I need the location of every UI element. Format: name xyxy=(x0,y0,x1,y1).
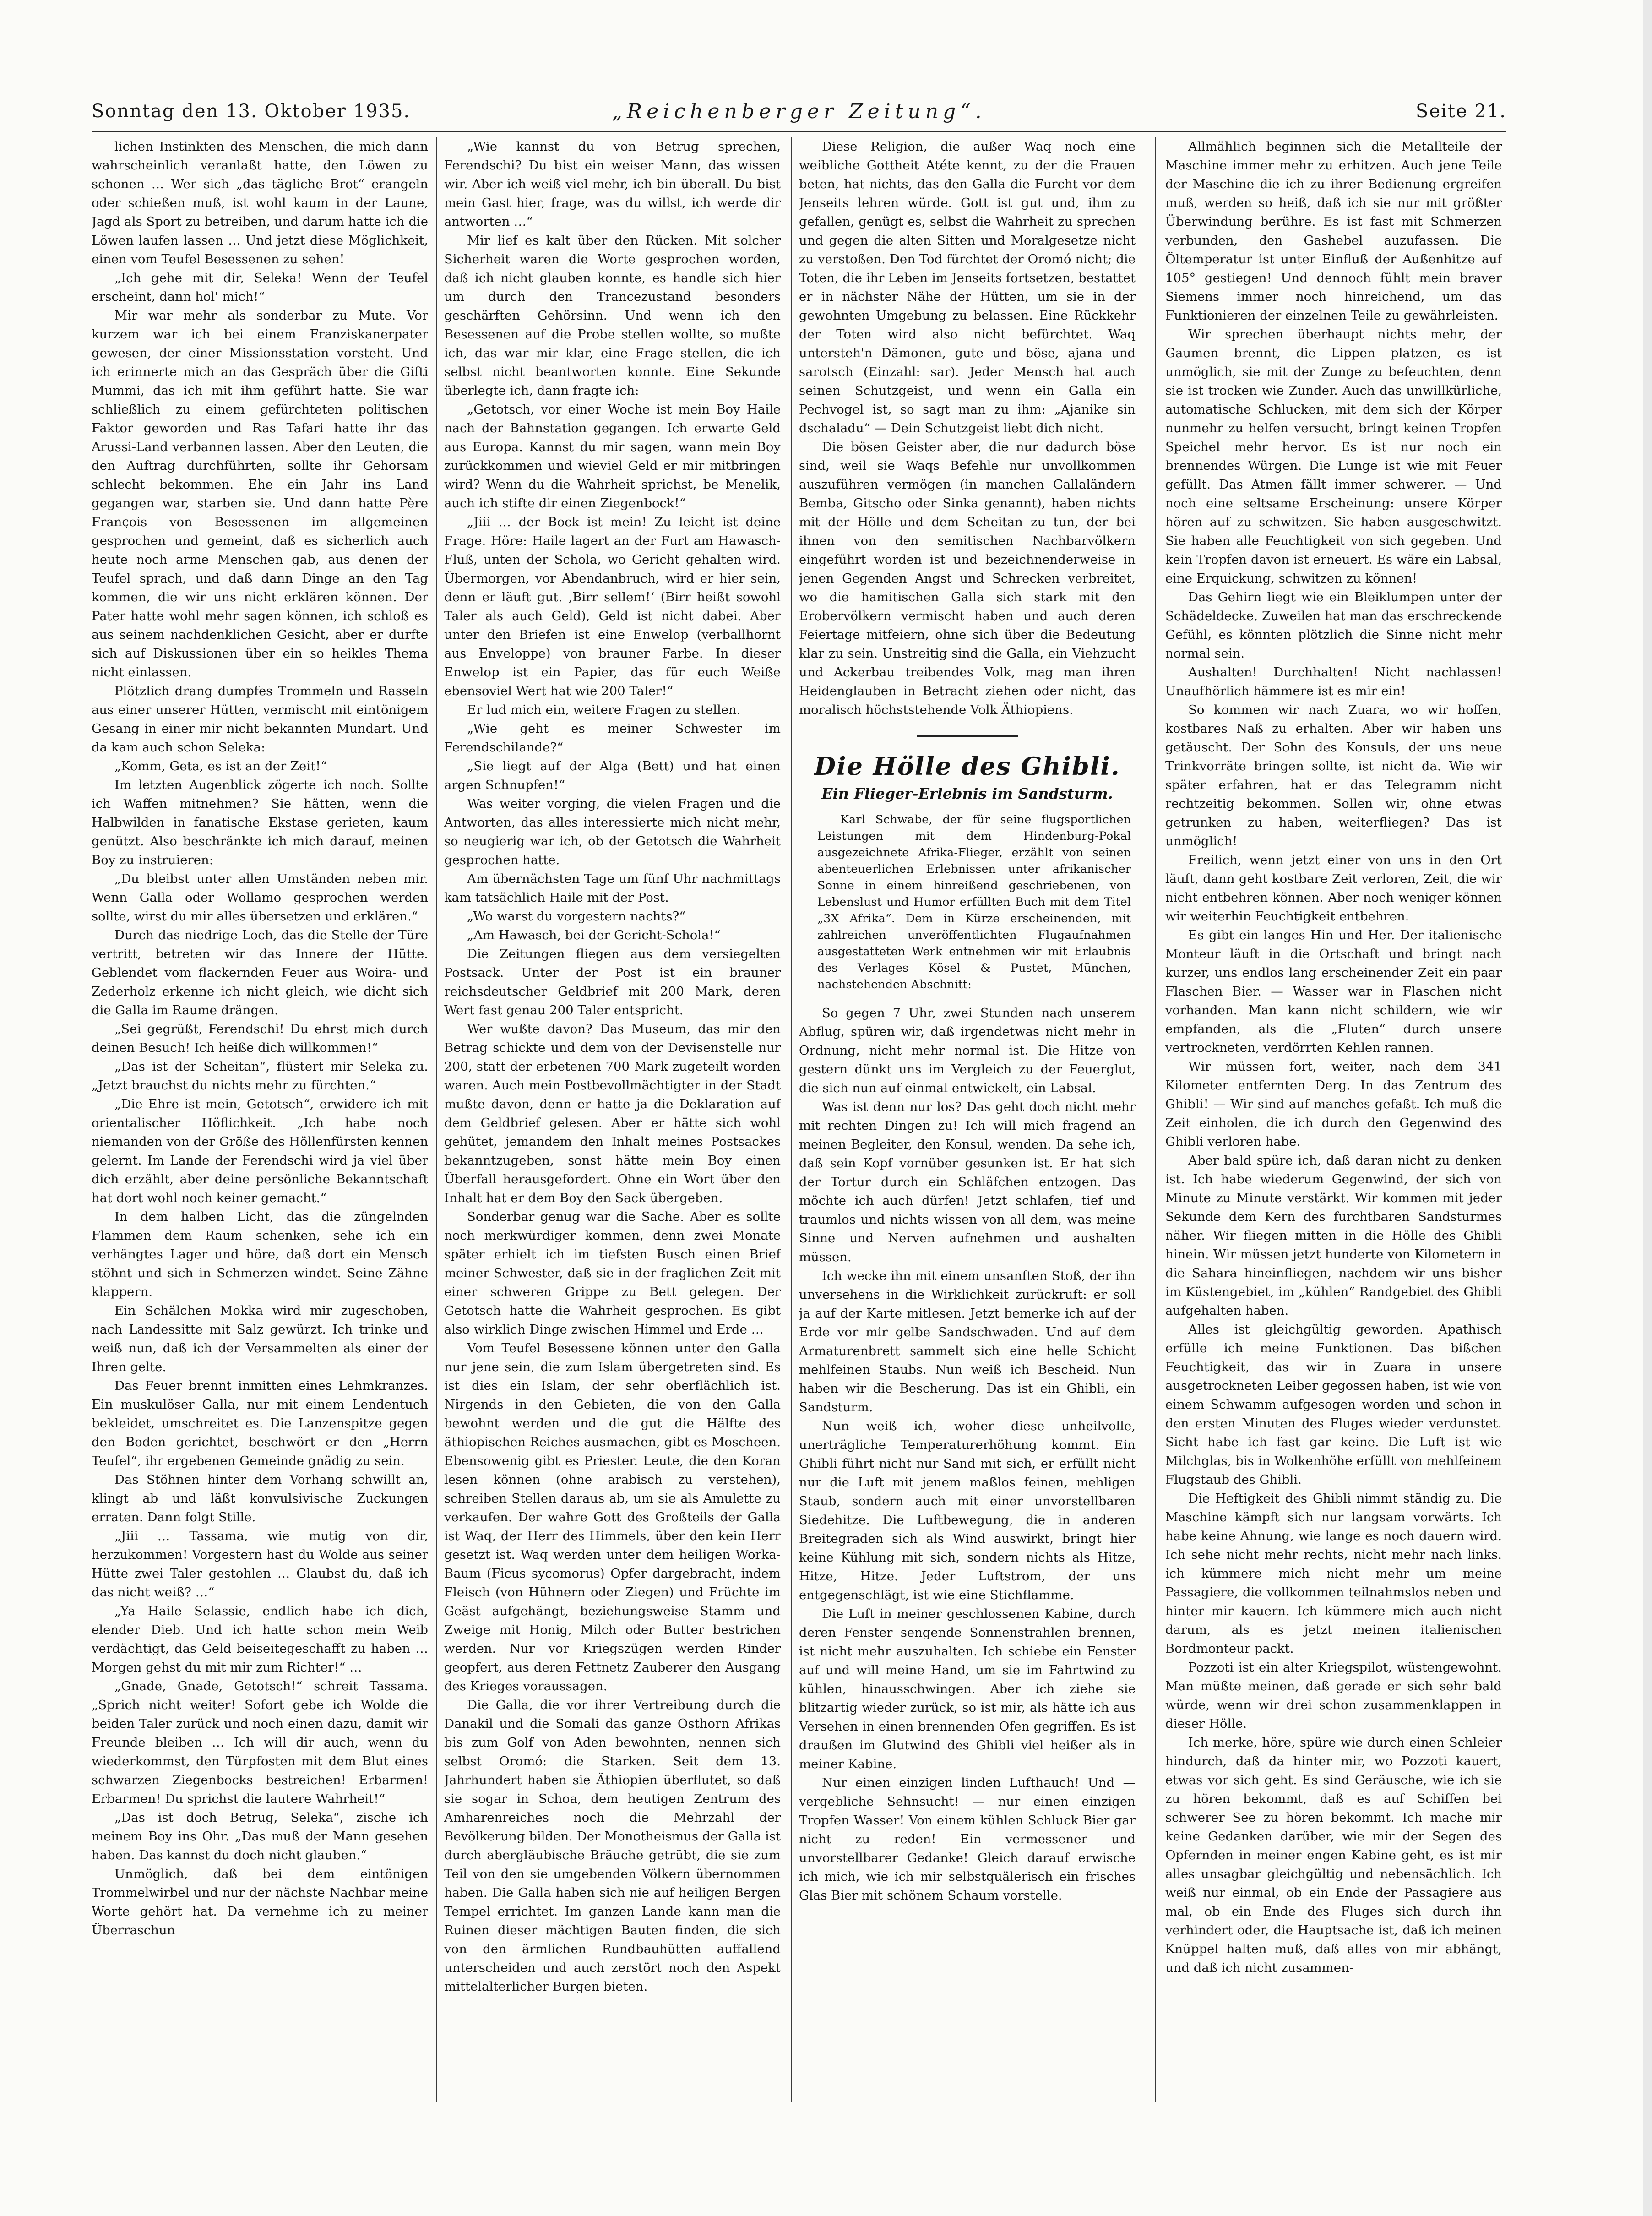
paragraph: Das Gehirn liegt wie ein Bleiklumpen unter der Schädeldecke. Zuweilen hat man das erschreckende Gefühl, es könnten plötzlich die Sinne nicht mehr normal sein. xyxy=(1165,590,1502,661)
paragraph: Mir lief es kalt über den Rücken. Mit solcher Sicherheit waren die Worte gesprochen worden, daß ich nicht glauben konnte, es handle sich hier um durch den Trancezustand besonders geschärften Gehörsinn. Und wenn ich den Besessenen auf die Probe stellen wollte, so mußte ich, das war mir klar, eine Frage stellen, die ich selbst nicht beantworten konnte. Eine Sekunde überlegte ich, dann fragte ich: xyxy=(444,233,781,398)
article-headline: Die Hölle des Ghibli. xyxy=(814,751,1120,781)
paragraph: Durch das niedrige Loch, das die Stelle der Türe vertritt, betreten wir das Innere der Hütte. Geblendet vom flackernden Feuer aus Woira- und Zederholz erkenne ich nicht gleich, wie dicht sich die Galla im Raume drängen. xyxy=(92,928,428,1018)
paragraph: „Am Hawasch, bei der Gericht-Schola!“ xyxy=(467,928,721,942)
paragraph: lichen Instinkten des Menschen, die mich dann wahrscheinlich veranlaßt hatte, den Löwen zu schonen … Wer sich „das tägliche Brot“ erangeln oder schießen muß, ist wohl kaum in der Laune, Jagd als Sport zu betreiben, und darum hatte ich die Löwen laufen lassen … Und jetzt diese Möglichkeit, einen vom Teufel Besessenen zu sehen! xyxy=(92,139,428,267)
paragraph: Ein Schälchen Mokka wird mir zugeschoben, nach Landessitte mit Salz gewürzt. Ich trinke und weiß nun, daß ich der Versammelten als einer der Ihren gelte. xyxy=(92,1303,428,1374)
paragraph: Diese Religion, die außer Waq noch eine weibliche Gottheit Atéte kennt, zu der die Frauen beten, hat nichts, das den Galla die Furcht vor dem Jenseits lehren würde. Gott ist gut und, ihm zu gefallen, genügt es, selbst die Wahrheit zu sprechen und gegen die alten Sitten und Moralgesetze nicht zu verstoßen. Den Tod fürchtet der Oromó nicht; die Toten, die ihr Leben im Jenseits fortsetzen, bestattet er in nächster Nähe der Hütten, um sie in der gewohnten Umgebung zu belassen. Eine Rückkehr der Toten wird also nicht befürchtet. Waq untersteh'n Dämonen, gute und böse, ajana und sarotsch (Einzahl: sar). Jeder Mensch hat auch seinen Schutzgeist, und wenn ein Galla ein Pechvogel ist, so sagt man zu ihm: „Ajanike sin dschaladu“ — Dein Schutzgeist liebt dich nicht. xyxy=(799,139,1136,436)
paragraph: Es gibt ein langes Hin und Her. Der italienische Monteur läuft in die Ortschaft und bringt nach kurzer, uns endlos lang erscheinender Zeit ein paar Flaschen Bier. — Wasser war in Flaschen nicht vorhanden. Man kann nicht schildern, wie wir empfanden, als die „Fluten“ durch unsere vertrockneten, verdörrten Kehlen rannen. xyxy=(1165,928,1502,1055)
newspaper-name: „Reichenberger Zeitung“. xyxy=(612,100,986,123)
paragraph: So gegen 7 Uhr, zwei Stunden nach unserem Abflug, spüren wir, daß irgendetwas nicht mehr in Ordnung, nicht mehr normal ist. Die Hitze von gestern dünkt uns im Vergleich zu der Feuerglut, die sich nun auf einmal entwickelt, ein Labsal. xyxy=(799,1006,1136,1095)
paragraph: Die bösen Geister aber, die nur dadurch böse sind, weil sie Waqs Befehle nur unvollkommen auszuführen vermögen (in manchen Gallaländern Bemba, Gitscho oder Sinka genannt), haben nichts mit der Hölle und dem Scheitan zu tun, der bei ihnen von den semitischen Nachbarvölkern eingeführt worden ist und bezeichnenderweise in jenen Gegenden Angst und Schrecken verbreitet, wo die hamitischen Galla sich stark mit den Erobervölkern vermischt haben und auch deren Feiertage mitfeiern, ohne sich über die Bedeutung klar zu sein. Unstreitig sind die Galla, ein Viehzucht und Ackerbau treibendes Volk, mag man ihren Heidenglauben in Betracht ziehen oder nicht, das moralisch höchststehende Volk Äthiopiens. xyxy=(799,440,1136,717)
paragraph: „Das ist der Scheitan“, flüstert mir Seleka zu. „Jetzt brauchst du nichts mehr zu fürchten.“ xyxy=(92,1059,428,1093)
paragraph: Pozzoti ist ein alter Kriegspilot, wüstengewohnt. Man müßte meinen, daß gerade er sich sehr bald würde, wenn wir drei schon zusammenklappen in dieser Hölle. xyxy=(1165,1660,1502,1731)
article-subheadline: Ein Flieger-Erlebnis im Sandsturm. xyxy=(821,785,1113,802)
paragraph: „Wie geht es meiner Schwester im Ferendschilande?“ xyxy=(444,721,781,755)
paragraph: Die Heftigkeit des Ghibli nimmt ständig zu. Die Maschine kämpft sich nur langsam vorwärts. Ich habe keine Ahnung, wie lange es noch dauern wird. Ich sehe nicht mehr rechts, nicht mehr nach links. ich kümmere mich nicht mehr um meine Passagiere, die vollkommen teilnahmslos neben und hinter mir kauern. Ich kümmere mich auch nicht darum, als es jetzt meinen italienischen Bordmonteur packt. xyxy=(1165,1491,1502,1656)
paragraph: Was weiter vorging, die vielen Fragen und die Antworten, das alles interessierte mich nicht mehr, so neugierig war ich, ob der Getotsch die Wahrheit gesprochen hatte. xyxy=(444,796,781,867)
column-4 xyxy=(1165,137,1502,2102)
paragraph: Wir sprechen überhaupt nichts mehr, der Gaumen brennt, die Lippen platzen, es ist unmöglich, sie mit der Zunge zu befeuchten, denn sie ist trocken wie Zunder. Auch das unwillkürliche, automatische Schlucken, mit dem sich der Körper nunmehr zu helfen versucht, bringt keinen Tropfen Speichel mehr hervor. Es ist nur noch ein brennendes Würgen. Die Lunge ist wie mit Feuer gefüllt. Das Atmen fällt immer schwerer. — Und noch eine seltsame Erscheinung: unsere Körper hören auf zu schwitzen. Sie haben ausgeschwitzt. Sie haben alle Feuchtigkeit von sich gegeben. Und kein Tropfen davon ist erneuert. Es wäre ein Labsal, eine Erquickung, schwitzen zu können! xyxy=(1165,327,1502,586)
column-rule xyxy=(1155,137,1156,2102)
paragraph: Vom Teufel Besessene können unter den Galla nur jene sein, die zum Islam übergetreten sind. Es ist dies ein Islam, der sehr oberflächlich ist. Nirgends in den Gebieten, die von den Galla bewohnt werden und die gut die Hälfte des äthiopischen Reiches ausmachen, gibt es Moscheen. Ebensowenig gibt es Priester. Leute, die den Koran lesen können (ohne arabisch zu verstehen), schreiben Stellen daraus ab, um sie als Amulette zu verkaufen. Der wahre Gott des Großteils der Galla ist Waq, der Herr des Himmels, über den kein Herr gesetzt ist. Waq werden unter dem heiligen Worka-Baum (Ficus sycomorus) Opfer dargebracht, indem Fleisch (von Hühnern oder Ziegen) und Früchte im Geäst aufgehängt, beziehungsweise Stamm und Zweige mit Honig, Milch oder Butter bestrichen werden. Nur vor Kriegszügen werden Rinder geopfert, aus deren Fettnetz Zauberer den Ausgang des Krieges voraussagen. xyxy=(444,1341,781,1693)
paragraph: Aber bald spüre ich, daß daran nicht zu denken ist. Ich habe wiederum Gegenwind, der sich von Minute zu Minute verstärkt. Wir kommen mit jeder Sekunde dem Kern des furchtbaren Sandsturmes näher. Wir fliegen mitten in die Hölle des Ghibli hinein. Wir müssen jetzt hunderte von Kilometern in die Sahara hineinfliegen, nachdem wir uns bisher im Küstengebiet, im „kühlen“ Randgebiet des Ghibli aufgehalten haben. xyxy=(1165,1153,1502,1318)
paragraph: Aushalten! Durchhalten! Nicht nachlassen! Unaufhörlich hämmere ist es mir ein! xyxy=(1165,665,1502,698)
paragraph: „Sie liegt auf der Alga (Bett) und hat einen argen Schnupfen!“ xyxy=(444,759,781,792)
paragraph: Alles ist gleichgültig geworden. Apathisch erfülle ich meine Funktionen. Das bißchen Feuchtigkeit, das wir in Zuara in unsere ausgetrockneten Leiber gegossen haben, ist wie von einem Schwamm aufgesogen worden und schon in den ersten Minuten des Fluges wieder verdunstet. Sicht habe ich fast gar keine. Die Luft ist wie Milchglas, bis in Wolkenhöhe erfüllt von mehlfeinem Flugstaub des Ghibli. xyxy=(1165,1322,1502,1487)
paragraph: Er lud mich ein, weitere Fragen zu stellen. xyxy=(467,702,741,717)
article-divider xyxy=(917,735,1018,737)
paragraph: „Ya Haile Selassie, endlich habe ich dich, elender Dieb. Und ich hatte schon mein Weib verdächtigt, das Geld beiseitegeschafft zu haben … Morgen gehst du mit mir zum Richter!“ … xyxy=(92,1604,428,1675)
intro-paragraph: Karl Schwabe, der für seine flugsportlichen Leistungen mit dem Hindenburg-Pokal ausgezeichnete Afrika-Flieger, erzählt von seinen abenteuerlichen Erlebnissen unter afrikanischer Sonne in einem hinreißend geschriebenen, von Lebenslust und Humor erfüllten Buch mit dem Titel „3X Afrika“. Dem in Kürze erscheinenden, mit zahlreichen unveröffentlichten Flugaufnahmen ausgestatteten Werk entnehmen wir mit Erlaubnis des Verlages Kösel & Pustet, München, nachstehenden Abschnitt: xyxy=(817,813,1131,991)
paragraph: Allmählich beginnen sich die Metallteile der Maschine immer mehr zu erhitzen. Auch jene Teile der Maschine die ich zu ihrer Bedienung ergreifen muß, werden so heiß, daß ich sie nur mit größter Überwindung berühre. Es ist fast mit Schmerzen verbunden, den Gashebel auzufassen. Die Öltemperatur ist unter Einfluß der Außenhitze auf 105° gestiegen! Und dennoch fühlt mein braver Siemens immer noch hinreichend, um das Funktionieren der einzelnen Teile zu gewährleisten. xyxy=(1165,139,1502,323)
paragraph: „Wo warst du vorgestern nachts?“ xyxy=(467,909,686,924)
paragraph: So kommen wir nach Zuara, wo wir hoffen, kostbares Naß zu erhalten. Aber wir haben uns getäuscht. Der Sohn des Konsuls, der uns neue Trinkvorräte bringen sollte, ist nicht da. Wie wir später erfahren, hat er das Telegramm nicht rechtzeitig bekommen. Sollen wir, ohne etwas getrunken zu haben, weiterfliegen? Das ist unmöglich! xyxy=(1165,702,1502,849)
paragraph: Wir müssen fort, weiter, nach dem 341 Kilometer entfernten Derg. In das Zentrum des Ghibli! — Wir sind auf manches gefaßt. Ich muß die Zeit einholen, die ich durch den Gegenwind des Ghibli verloren habe. xyxy=(1165,1059,1502,1149)
paragraph: „Sei gegrüßt, Ferendschi! Du ehrst mich durch deinen Besuch! Ich heiße dich willkommen!“ xyxy=(92,1022,428,1055)
paragraph: „Die Ehre ist mein, Getotsch“, erwidere ich mit orientalischer Höflichkeit. „Ich habe noch niemanden von der Größe des Höllenfürsten kennen gelernt. Im Lande der Ferendschi wird ja viel über dich erzählt, aber deine persönliche Bekanntschaft hat dort wohl noch keiner gemacht.“ xyxy=(92,1097,428,1205)
paragraph: „Das ist doch Betrug, Seleka“, zische ich meinem Boy ins Ohr. „Das muß der Mann gesehen haben. Das kannst du doch nicht glauben.“ xyxy=(92,1810,428,1862)
paragraph: Mir war mehr als sonderbar zu Mute. Vor kurzem war ich bei einem Franziskanerpater gewesen, der einer Missionsstation vorsteht. Und ich erinnerte mich an das Gespräch über die Gifti Mummi, das ich mit ihm geführt hatte. Sie war schließlich zu einem gefürchteten politischen Faktor geworden und Ras Tafari hatte ihr das Arussi-Land verbannen lassen. Aber den Leuten, die den Auftrag durchführten, sollte ihr Gehorsam schlecht bekommen. Ehe ein Jahr ins Land gegangen war, starben sie. Und dann hatte Père François von Besessenen im allgemeinen gesprochen und gemeint, daß es sicherlich auch heute noch arme Menschen gab, aus denen der Teufel sprach, und daß dann Dinge an den Tag kommen, die wir uns nicht erklären können. Der Pater hatte wohl mehr sagen können, ich schloß es aus seinem nachdenklichen Gesicht, aber er durfte sich auf Diskussionen über ein so heikles Thema nicht einlassen. xyxy=(92,308,428,680)
paragraph: Freilich, wenn jetzt einer von uns in den Ort läuft, dann geht kostbare Zeit verloren, Zeit, die wir nicht entbehren können. Aber noch weniger können wir weiterhin Feuchtigkeit entbehren. xyxy=(1165,853,1502,924)
paragraph: „Du bleibst unter allen Umständen neben mir. Wenn Galla oder Wollamo gesprochen werden sollte, wirst du mir alles übersetzen und erklären.“ xyxy=(92,871,428,924)
header-date: Sonntag den 13. Oktober 1935. xyxy=(92,101,411,122)
column-3 xyxy=(799,137,1136,2102)
paragraph: Was ist denn nur los? Das geht doch nicht mehr mit rechten Dingen zu! Ich will mich fragend an meinen Begleiter, den Konsul, wenden. Da sehe ich, daß sein Kopf vornüber gesunken ist. Er hat sich der Tortur durch ein Schläfchen entzogen. Das möchte ich auch dürfen! Jetzt schlafen, tief und traumlos und nichts wissen von all dem, was meine Sinne und Nerven aufnehmen und aushalten müssen. xyxy=(799,1100,1136,1264)
paragraph: Nun weiß ich, woher diese unheilvolle, unerträgliche Temperaturerhöhung kommt. Ein Ghibli führt nicht nur Sand mit sich, er erfüllt nicht nur die Luft mit jenem maßlos feinen, mehligen Staub, sondern auch mit einer unvorstellbaren Siedehitze. Die Luftbewegung, die in anderen Breitegraden sich als Wind auswirkt, bringt hier keine Kühlung mit sich, sondern nichts als Hitze, Hitze, Hitze. Jeder Luftstrom, der uns entgegenschlägt, ist wie eine Stichflamme. xyxy=(799,1419,1136,1602)
paragraph: Das Feuer brennt inmitten eines Lehmkranzes. Ein muskulöser Galla, nur mit einem Lendentuch bekleidet, umschreitet es. Die Lanzenspitze gegen den Boden gerichtet, beschwört er den „Herrn Teufel“, ihr ergebenen Gemeinde gnädig zu sein. xyxy=(92,1378,428,1468)
paragraph: Im letzten Augenblick zögerte ich noch. Sollte ich Waffen mitnehmen? Sie hätten, wenn die Halbwilden in fanatische Ekstase gerieten, kaum genützt. Also beschränkte ich mich darauf, meinen Boy zu instruieren: xyxy=(92,778,428,867)
page-header xyxy=(92,96,1506,128)
paragraph: Plötzlich drang dumpfes Trommeln und Rasseln aus einer unserer Hütten, vermischt mit eintönigem Gesang in einer mir nicht bekannten Mundart. Und da kam auch schon Seleka: xyxy=(92,684,428,755)
paragraph: „Ich gehe mit dir, Seleka! Wenn der Teufel erscheint, dann hol' mich!“ xyxy=(92,271,428,304)
column-rule xyxy=(791,137,792,2102)
paragraph: Wer wußte davon? Das Museum, das mir den Betrag schickte und dem von der Devisenstelle nur 200, statt der erbetenen 700 Mark zugeteilt worden waren. Auch mein Postbevollmächtigter in der Stadt mußte davon, denn er hatte ja die Deklaration auf dem Geldbrief gelesen. Aber er hätte sich wohl gehütet, jemandem den Inhalt meines Postsackes bekanntzugeben, sonst hätte mein Boy einen Überfall herausgefordert. Ohne ein Wort über den Inhalt hat er dem Boy den Sack übergeben. xyxy=(444,1022,781,1205)
paragraph: „Jiii … Tassama, wie mutig von dir, herzukommen! Vorgestern hast du Wolde aus seiner Hütte zwei Taler gestohlen … Glaubst du, daß ich das nicht weiß? …“ xyxy=(92,1529,428,1600)
paragraph: Die Luft in meiner geschlossenen Kabine, durch deren Fenster sengende Sonnenstrahlen brennen, ist nicht mehr auszuhalten. Ich schiebe ein Fenster auf und will meine Hand, um sie im Fahrtwind zu kühlen, hinausschwingen. Aber ich ziehe sie blitzartig wieder zurück, so ist mir, als hätte ich aus Versehen in einen brennenden Ofen gegriffen. Es ist draußen im Glutwind des Ghibli viel heißer als in meiner Kabine. xyxy=(799,1606,1136,1771)
paragraph: Nur einen einzigen linden Lufthauch! Und — vergebliche Sehnsucht! — nur einen einzigen Tropfen Wasser! Von einem kühlen Schluck Bier gar nicht zu reden! Ein vermessener und unvorstellbarer Gedanke! Gleich darauf erwische ich mich, wie ich mir selbstquälerisch ein frisches Glas Bier mit schönem Schaum vorstelle. xyxy=(799,1775,1136,1903)
column-1 xyxy=(92,137,428,2102)
scan-edge xyxy=(1643,0,1652,2216)
article-intro xyxy=(799,811,1136,993)
page-number: Seite 21. xyxy=(1416,101,1506,122)
paragraph: Ich merke, höre, spüre wie durch einen Schleier hindurch, daß da hinter mir, wo Pozzoti kauert, etwas vor sich geht. Es sind Geräusche, wie ich sie zu hören bekommt, daß es auf Schiffen bei schwerer See zu hören bekommt. Ich mache mir keine Gedanken darüber, wie mir der Segen des Opfernden in meiner engen Kabine geht, es ist mir alles unsagbar gleichgültig und nebensächlich. Ich weiß nur einmal, ob ein Ende der Passagiere aus mal, ob ein Ende des Fluges sich durch ihn verhindert oder, die Hauptsache ist, daß ich meinen Knüppel halten muß, daß alles von mir abhängt, und daß ich nicht zusammen- xyxy=(1165,1735,1502,1975)
paragraph: „Jiii … der Bock ist mein! Zu leicht ist deine Frage. Höre: Haile lagert an der Furt am Hawasch-Fluß, unten der Schola, wo Gericht gehalten wird. Übermorgen, vor Abendanbruch, wird er hier sein, denn er läuft gut. ‚Birr sellem!‘ (Birr heißt sowohl Taler als auch Geld), Geld ist nicht dabei. Aber unter den Briefen ist eine Enwelop (verballhornt aus Enveloppe) von brauner Farbe. In dieser Enwelop ist ein Papier, das für euch Weiße ebensoviel Wert hat wie 200 Taler!“ xyxy=(444,515,781,698)
column-2 xyxy=(444,137,781,2102)
column-rule xyxy=(436,137,437,2102)
paragraph: „Wie kannst du von Betrug sprechen, Ferendschi? Du bist ein weiser Mann, das wissen wir. Aber ich weiß viel mehr, ich bin überall. Du bist mein Gast hier, frage, was du willst, ich werde dir antworten …“ xyxy=(444,139,781,229)
paragraph: „Komm, Geta, es ist an der Zeit!“ xyxy=(114,759,327,773)
paragraph: Ich wecke ihn mit einem unsanften Stoß, der ihn unversehens in die Wirklichkeit zurückruft: er soll ja auf der Karte mitlesen. Jetzt bemerke ich auf der Erde vor mir gelbe Sandschwaden. Und auf dem Armaturenbrett sammelt sich eine helle Schicht mehlfeinen Staubs. Nun weiß ich Bescheid. Nun haben wir die Bescherung. Das ist ein Ghibli, ein Sandsturm. xyxy=(799,1269,1136,1415)
paragraph: In dem halben Licht, das die züngelnden Flammen dem Raum schenken, sehe ich ein verhängtes Lager und höre, daß dort ein Mensch stöhnt und sich in Schmerzen windet. Seine Zähne klappern. xyxy=(92,1209,428,1299)
header-rule xyxy=(92,131,1506,132)
paragraph: Am übernächsten Tage um fünf Uhr nachmittags kam tatsächlich Haile mit der Post. xyxy=(444,871,781,905)
paragraph: Die Galla, die vor ihrer Vertreibung durch die Danakil und die Somali das ganze Osthorn Afrikas bis zum Golf von Aden bewohnten, nennen sich selbst Oromó: die Starken. Seit dem 13. Jahrhundert haben sie Äthiopien überflutet, so daß sie sogar in Schoa, dem heutigen Zentrum des Amharenreiches noch die Mehrzahl der Bevölkerung bilden. Der Monotheismus der Galla ist durch abergläubische Bräuche getrübt, die sie zum Teil von den sie umgebenden Völkern übernommen haben. Die Galla haben sich nie auf heiligen Bergen Tempel errichtet. Im ganzen Lande kann man die Ruinen dieser mächtigen Bauten finden, die sich von den ärmlichen Rundbauhütten auffallend unterscheiden und auch zerstört noch den Aspekt mittelalterlicher Burgen bieten. xyxy=(444,1698,781,1994)
paragraph: „Getotsch, vor einer Woche ist mein Boy Haile nach der Bahnstation gegangen. Ich erwarte Geld aus Europa. Kannst du mir sagen, wann mein Boy zurückkommen und wieviel Geld er mir mitbringen wird? Wenn du die Wahrheit sprichst, be Menelik, auch ich stifte dir einen Ziegenbock!“ xyxy=(444,402,781,511)
paragraph: Die Zeitungen fliegen aus dem versiegelten Postsack. Unter der Post ist ein brauner reichsdeutscher Geldbrief mit 200 Mark, deren Wert fast genau 200 Taler entspricht. xyxy=(444,947,781,1018)
paragraph: Das Stöhnen hinter dem Vorhang schwillt an, klingt ab und läßt konvulsivische Zuckungen erraten. Dann folgt Stille. xyxy=(92,1472,428,1525)
paragraph: Unmöglich, daß bei dem eintönigen Trommelwirbel und nur der nächste Nachbar meine Worte gehört hat. Da vernehme ich zu meiner Überraschun xyxy=(92,1867,428,1938)
paragraph: „Gnade, Gnade, Getotsch!“ schreit Tassama. „Sprich nicht weiter! Sofort gebe ich Wolde die beiden Taler zurück und noch einen dazu, damit wir Freunde bleiben … Ich will dir auch, wenn du wiederkommst, den Türpfosten mit dem Blut eines schwarzen Ziegenbocks bestreichen! Erbarmen! Erbarmen! Du sprichst die lautere Wahrheit!“ xyxy=(92,1679,428,1806)
paragraph: Sonderbar genug war die Sache. Aber es sollte noch merkwürdiger kommen, denn zwei Monate später erhielt ich im tiefsten Busch einen Brief meiner Schwester, daß sie in der fraglichen Zeit mit einer schweren Grippe zu Bett gelegen. Der Getotsch hatte die Wahrheit gesprochen. Es gibt also wirklich Dinge zwischen Himmel und Erde … xyxy=(444,1209,781,1337)
